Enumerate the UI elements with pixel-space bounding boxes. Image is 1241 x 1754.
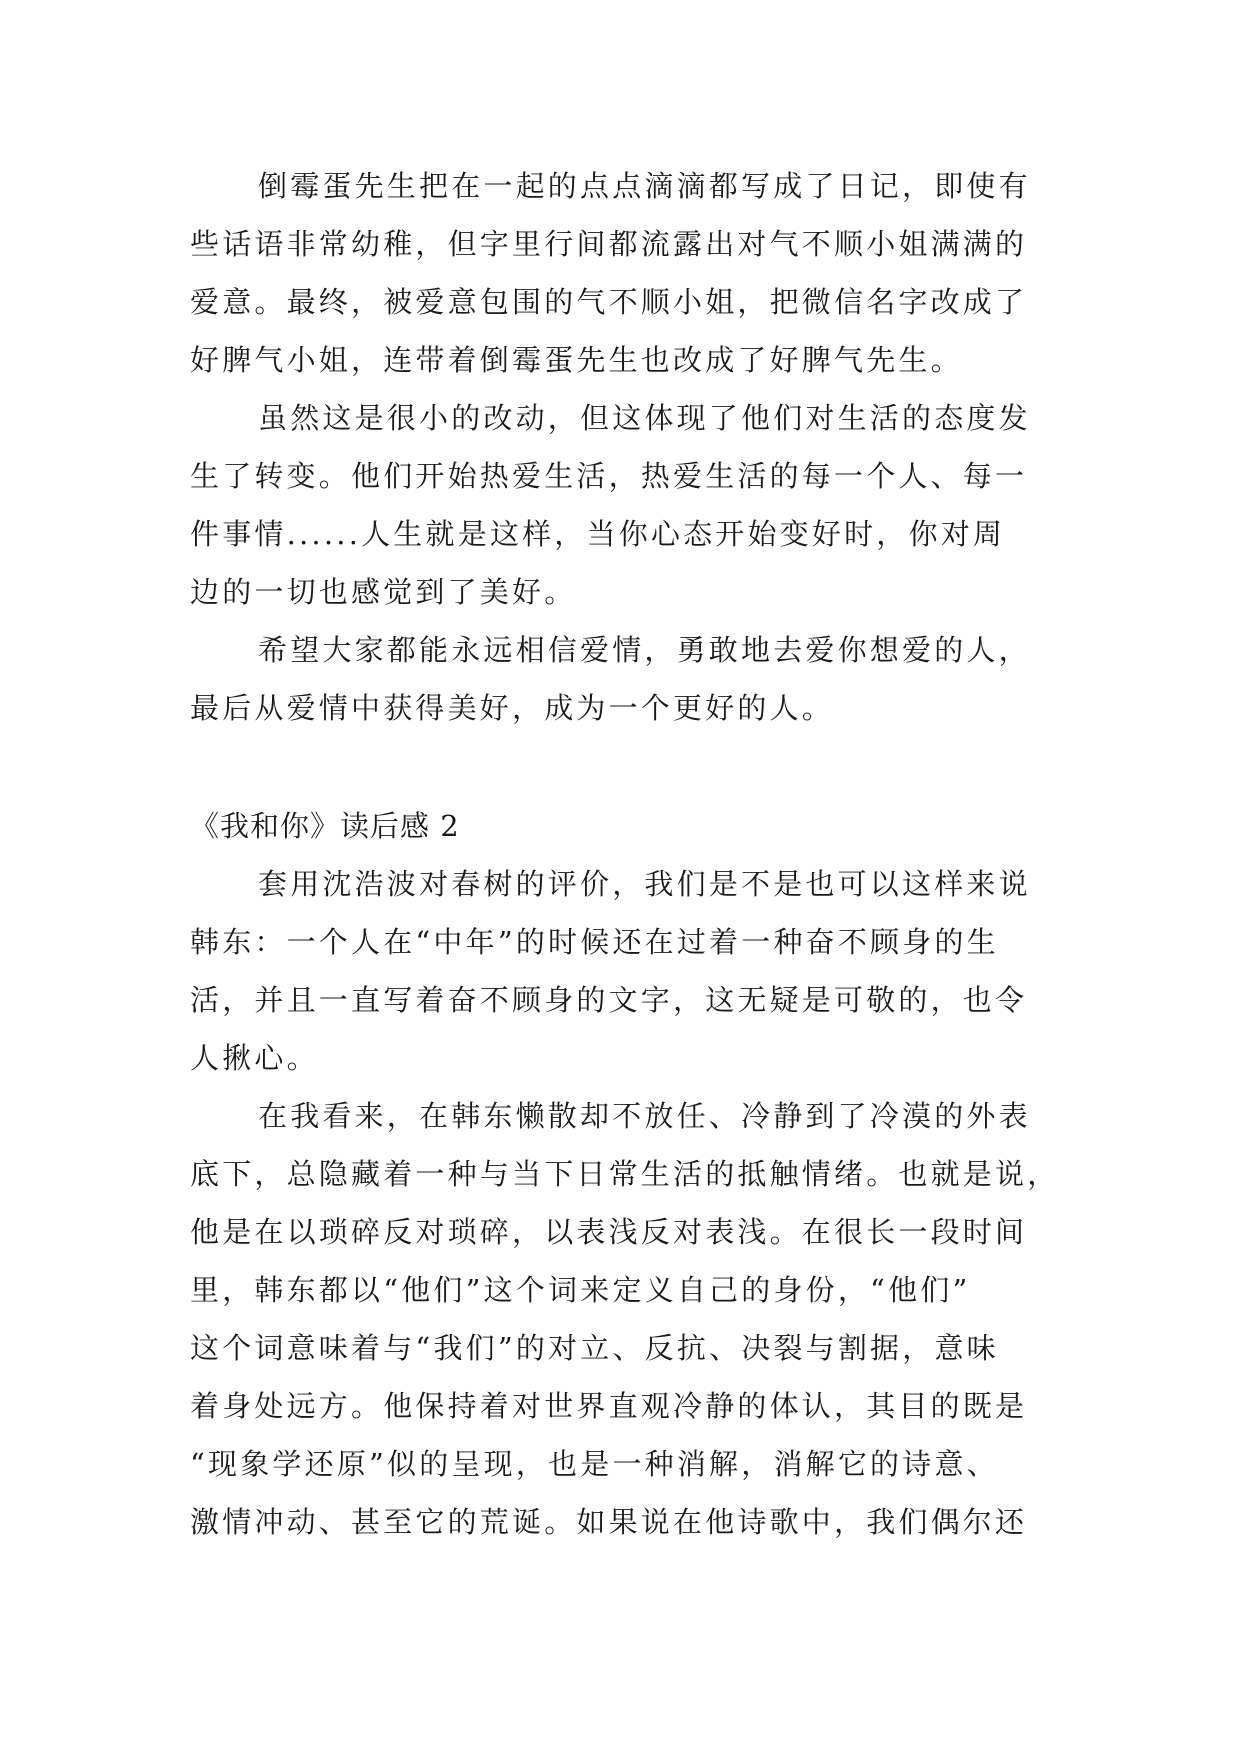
section-paragraph-2-line-4: 里，韩东都以“他们”这个词来定义自己的身份，“他们” <box>190 1273 971 1307</box>
section-paragraph-2-line-5: 这个词意味着与“我们”的对立、反抗、决裂与割据，意味 <box>190 1331 999 1365</box>
paragraph-1-line-2: 些话语非常幼稚，但字里行间都流露出对气不顺小姐满满的 <box>190 227 1028 261</box>
section-paragraph-1-line-4: 人揪心。 <box>190 1041 319 1075</box>
section-paragraph-1-line-3: 活，并且一直写着奋不顾身的文字，这无疑是可敬的，也令 <box>190 983 1028 1017</box>
paragraph-1-line-3: 爱意。最终，被爱意包围的气不顺小姐，把微信名字改成了 <box>190 285 1028 319</box>
section-paragraph-2-line-6: 着身处远方。他保持着对世界直观冷静的体认，其目的既是 <box>190 1389 1028 1423</box>
paragraph-2-line-3: 件事情......人生就是这样，当你心态开始变好时，你对周 <box>190 517 1006 551</box>
paragraph-1-line-1: 倒霉蛋先生把在一起的点点滴滴都写成了日记，即使有 <box>258 169 1031 203</box>
paragraph-3-line-1: 希望大家都能永远相信爱情，勇敢地去爱你想爱的人， <box>258 633 1031 667</box>
section-title: 《我和你》读后感 2 <box>190 809 460 843</box>
paragraph-1-line-4: 好脾气小姐，连带着倒霉蛋先生也改成了好脾气先生。 <box>190 343 963 377</box>
section-paragraph-1-line-2: 韩东：一个人在“中年”的时候还在过着一种奋不顾身的生 <box>190 925 999 959</box>
section-paragraph-2-line-8: 激情冲动、甚至它的荒诞。如果说在他诗歌中，我们偶尔还 <box>190 1505 1028 1539</box>
paragraph-3-line-2: 最后从爱情中获得美好，成为一个更好的人。 <box>190 691 835 725</box>
section-paragraph-2-line-1: 在我看来，在韩东懒散却不放任、冷静到了冷漠的外表 <box>258 1099 1031 1133</box>
section-paragraph-2-line-3: 他是在以琐碎反对琐碎，以表浅反对表浅。在很长一段时间 <box>190 1215 1028 1249</box>
paragraph-2-line-4: 边的一切也感觉到了美好。 <box>190 575 577 609</box>
section-paragraph-2-line-2: 底下，总隐藏着一种与当下日常生活的抵触情绪。也就是说， <box>190 1157 1060 1191</box>
paragraph-2-line-1: 虽然这是很小的改动，但这体现了他们对生活的态度发 <box>258 401 1031 435</box>
paragraph-2-line-2: 生了转变。他们开始热爱生活，热爱生活的每一个人、每一 <box>190 459 1028 493</box>
section-paragraph-2-line-7: “现象学还原”似的呈现，也是一种消解，消解它的诗意、 <box>190 1447 999 1481</box>
section-paragraph-1-line-1: 套用沈浩波对春树的评价，我们是不是也可以这样来说 <box>258 867 1031 901</box>
